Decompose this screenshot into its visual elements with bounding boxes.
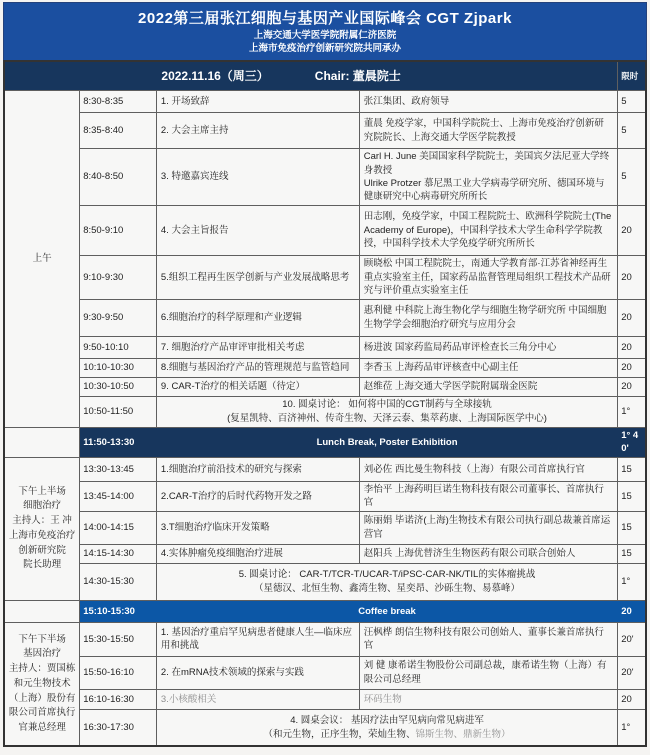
- lunch-break-label: Lunch Break, Poster Exhibition: [156, 427, 617, 457]
- speaker-cell: 汪枫桦 朗信生物科技有限公司创始人、董事长兼首席执行官: [359, 622, 617, 656]
- topic-cell: 1.细胞治疗前沿技术的研究与探索: [156, 457, 359, 481]
- session-line: 主持人：王 冲: [12, 515, 72, 527]
- topic-cell: 1. 开场致辞: [156, 91, 359, 113]
- duration-cell: 1°: [618, 563, 646, 600]
- duration-cell: 20: [618, 689, 646, 709]
- speaker-line-1: Carl H. June 美国国家科学院院士，美国宾夕法尼亚大学终身教授: [363, 151, 610, 176]
- topic-cell: 3. 特邀嘉宾连线: [156, 149, 359, 206]
- time-cell: 8:30-8:35: [80, 91, 157, 113]
- participants-main: （和元生物，正序生物，荣灿生物、: [263, 728, 416, 740]
- time-cell: 9:50-10:10: [80, 336, 157, 358]
- date-header-row: [4, 61, 646, 91]
- duration-cell: 5: [618, 91, 646, 113]
- time-cell: 9:10-9:30: [80, 255, 157, 299]
- time-cell: 8:35-8:40: [80, 113, 157, 149]
- duration-cell: 20: [618, 358, 646, 377]
- duration-cell: 5: [618, 113, 646, 149]
- duration-cell: 20: [618, 255, 646, 299]
- conference-subtitle-1: 上海交通大学医学院附属仁济医院: [253, 29, 397, 41]
- topic-cell: 4.实体肿瘤免疫细胞治疗进展: [156, 544, 359, 563]
- duration-cell: 20: [618, 205, 646, 255]
- roundtable-title: 10. 圆桌讨论： 如何将中国的CGT制药与全球接轨: [282, 399, 492, 411]
- roundtable-participants: （星德汉、北恒生物、鑫湾生物、星奕昂、沙砾生物、易慕峰）: [254, 582, 521, 594]
- session-cell-morning: 上午: [4, 91, 80, 428]
- topic-cell: 7. 细胞治疗产品审评审批相关考虑: [156, 336, 359, 358]
- session-line: 基因治疗: [23, 648, 62, 660]
- roundtable-cell: [156, 396, 617, 427]
- table-row: [4, 377, 646, 396]
- duration-cell: 1° 40': [618, 427, 646, 457]
- table-row: [4, 656, 646, 689]
- agenda-date: 2022.11.16（周三）: [161, 68, 269, 83]
- topic-cell: 2. 在mRNA技术领域的探索与实践: [156, 656, 359, 689]
- roundtable-title: 5. 圆桌讨论： CAR-T/TCR-T/UCAR-T/iPSC-CAR-NK/TIL的实体瘤挑战: [238, 569, 536, 581]
- session-line: 上海市免疫治疗创新研究院: [8, 529, 76, 556]
- time-cell: 13:30-13:45: [80, 457, 157, 481]
- lunch-break-row: [4, 427, 646, 457]
- topic-cell: 9. CAR-T治疗的相关话题（待定）: [156, 377, 359, 396]
- speaker-cell: 董晨 免疫学家，中国科学院院士、上海市免疫治疗创新研究院院长、上海交通大学医学院教授: [359, 113, 617, 149]
- time-cell: 10:50-11:50: [80, 396, 157, 427]
- table-row: [4, 149, 646, 206]
- duration-cell: 1°: [618, 396, 646, 427]
- roundtable-participants: (复星凯特、百济神州、传奇生物、天泽云泰、集萃药康、上海国际医学中心): [227, 412, 547, 424]
- coffee-break-label: Coffee break: [156, 600, 617, 622]
- date-chair-cell: [4, 61, 618, 91]
- time-cell: 16:30-17:30: [80, 709, 157, 746]
- time-cell: 10:10-10:30: [80, 358, 157, 377]
- table-row: [4, 91, 646, 113]
- table-row: [4, 511, 646, 544]
- roundtable-participants: [161, 728, 613, 741]
- speaker-cell: 环码生物: [359, 689, 617, 709]
- roundtable-title: 4. 圆桌会议： 基因疗法由罕见病向常见病进军: [290, 715, 484, 727]
- time-cell: 8:50-9:10: [80, 205, 157, 255]
- session-line: 下午上半场: [18, 485, 66, 497]
- topic-cell: 8.细胞与基因治疗产品的管理规范与监管趋同: [156, 358, 359, 377]
- time-cell: 15:50-16:10: [80, 656, 157, 689]
- speaker-cell: 赵阳兵 上海优替济生生物医药有限公司联合创始人: [359, 544, 617, 563]
- duration-cell: 1°: [618, 709, 646, 746]
- speaker-cell: 赵维莅 上海交通大学医学院附属瑞金医院: [359, 377, 617, 396]
- speaker-cell: 田志刚，免疫学家，中国工程院院士、欧洲科学院院士(The Academy of Europe)，中国科学技术大学生命科学学院教授，中国科学技术大学免疫学研究所所长: [359, 205, 617, 255]
- speaker-cell: 李香玉 上海药品审评核查中心副主任: [359, 358, 617, 377]
- table-row: [4, 205, 646, 255]
- duration-cell: 15: [618, 457, 646, 481]
- duration-cell: 20': [618, 622, 646, 656]
- topic-cell: 6.细胞治疗的科学原理和产业逻辑: [156, 299, 359, 336]
- agenda-table: [3, 60, 647, 747]
- session-cell-afternoon-1: [4, 457, 80, 600]
- session-line: 院长助理: [23, 559, 62, 571]
- duration-cell: 20: [618, 299, 646, 336]
- time-cell: 15:30-15:50: [80, 622, 157, 656]
- table-row: [4, 622, 646, 656]
- topic-cell: 2.CAR-T治疗的后时代药物开发之路: [156, 481, 359, 511]
- table-row: [4, 255, 646, 299]
- time-cell: 16:10-16:30: [80, 689, 157, 709]
- table-row: [4, 709, 646, 746]
- topic-cell: 5.组织工程再生医学创新与产业发展战略思考: [156, 255, 359, 299]
- duration-cell: 5: [618, 149, 646, 206]
- time-cell: 8:40-8:50: [80, 149, 157, 206]
- speaker-line-2: Ulrike Protzer 慕尼黑工业大学病毒学研究所、德国环境与健康研究中心病毒研究所所长: [363, 178, 605, 203]
- speaker-cell: 顾晓松 中国工程院院士，南通大学教育部·江苏省神经再生重点实验室主任，国家药品监督管理局组织工程技术产品研究与评价重点实验室主任: [359, 255, 617, 299]
- spacer-cell: [4, 600, 80, 622]
- time-cell: 10:30-10:50: [80, 377, 157, 396]
- topic-cell: 2. 大会主席主持: [156, 113, 359, 149]
- session-line: 下午下半场: [18, 633, 66, 645]
- agenda-chair: Chair: 董晨院士: [314, 68, 401, 83]
- roundtable-cell: [156, 709, 617, 746]
- topic-cell: 1. 基因治疗重启罕见病患者健康人生—临床应用和挑战: [156, 622, 359, 656]
- time-cell: 13:45-14:00: [80, 481, 157, 511]
- speaker-cell: 惠利健 中科院上海生物化学与细胞生物学研究所 中国细胞生物学学会细胞治疗研究与应用分会: [359, 299, 617, 336]
- table-row: [4, 481, 646, 511]
- duration-cell: 15: [618, 544, 646, 563]
- duration-cell: 15: [618, 481, 646, 511]
- duration-cell: 15: [618, 511, 646, 544]
- table-row: [4, 358, 646, 377]
- topic-cell: 3.小核酸相关: [156, 689, 359, 709]
- participants-muted: 锦斯生物、鼎新生物）: [415, 728, 511, 740]
- time-cell: 9:30-9:50: [80, 299, 157, 336]
- topic-cell: 3.T细胞治疗临床开发策略: [156, 511, 359, 544]
- table-row: [4, 457, 646, 481]
- speaker-cell: 陈丽娟 毕诺济(上海)生物技术有限公司执行副总裁兼首席运营官: [359, 511, 617, 544]
- speaker-cell: 刘 健 康希诺生物股份公司副总裁，康希诺生物（上海）有限公司总经理: [359, 656, 617, 689]
- session-cell-afternoon-2: [4, 622, 80, 746]
- time-cell: 14:15-14:30: [80, 544, 157, 563]
- table-row: [4, 563, 646, 600]
- speaker-cell: [359, 149, 617, 206]
- conference-banner: [3, 2, 647, 60]
- time-cell: 15:10-15:30: [80, 600, 157, 622]
- speaker-cell: 杨进波 国家药监局药品审评检查长三角分中心: [359, 336, 617, 358]
- roundtable-cell: [156, 563, 617, 600]
- duration-column-header: 限时: [618, 61, 646, 91]
- table-row: [4, 299, 646, 336]
- time-cell: 14:30-15:30: [80, 563, 157, 600]
- session-line: 细胞治疗: [23, 500, 62, 512]
- table-row: [4, 336, 646, 358]
- session-line: 主持人：贾国栋: [8, 663, 76, 675]
- spacer-cell: [4, 427, 80, 457]
- speaker-cell: 李怡平 上海药明巨诺生物科技有限公司董事长、首席执行官: [359, 481, 617, 511]
- conference-subtitle-2: 上海市免疫治疗创新研究院共同承办: [248, 43, 401, 55]
- duration-cell: 20: [618, 336, 646, 358]
- conference-title: 2022第三届张江细胞与基因产业国际峰会 CGT Zjpark: [138, 10, 512, 27]
- time-cell: 11:50-13:30: [80, 427, 157, 457]
- speaker-cell: 刘必佐 西比曼生物科技（上海）有限公司首席执行官: [359, 457, 617, 481]
- table-row: [4, 544, 646, 563]
- table-row: [4, 396, 646, 427]
- session-line: 和元生物技术（上海）股份有限公司首席执行官兼总经理: [8, 677, 76, 733]
- duration-cell: 20: [618, 600, 646, 622]
- topic-cell: 4. 大会主旨报告: [156, 205, 359, 255]
- coffee-break-row: [4, 600, 646, 622]
- table-row: [4, 113, 646, 149]
- time-cell: 14:00-14:15: [80, 511, 157, 544]
- table-row: [4, 689, 646, 709]
- duration-cell: 20: [618, 377, 646, 396]
- duration-cell: 20': [618, 656, 646, 689]
- speaker-cell: 张江集团、政府领导: [359, 91, 617, 113]
